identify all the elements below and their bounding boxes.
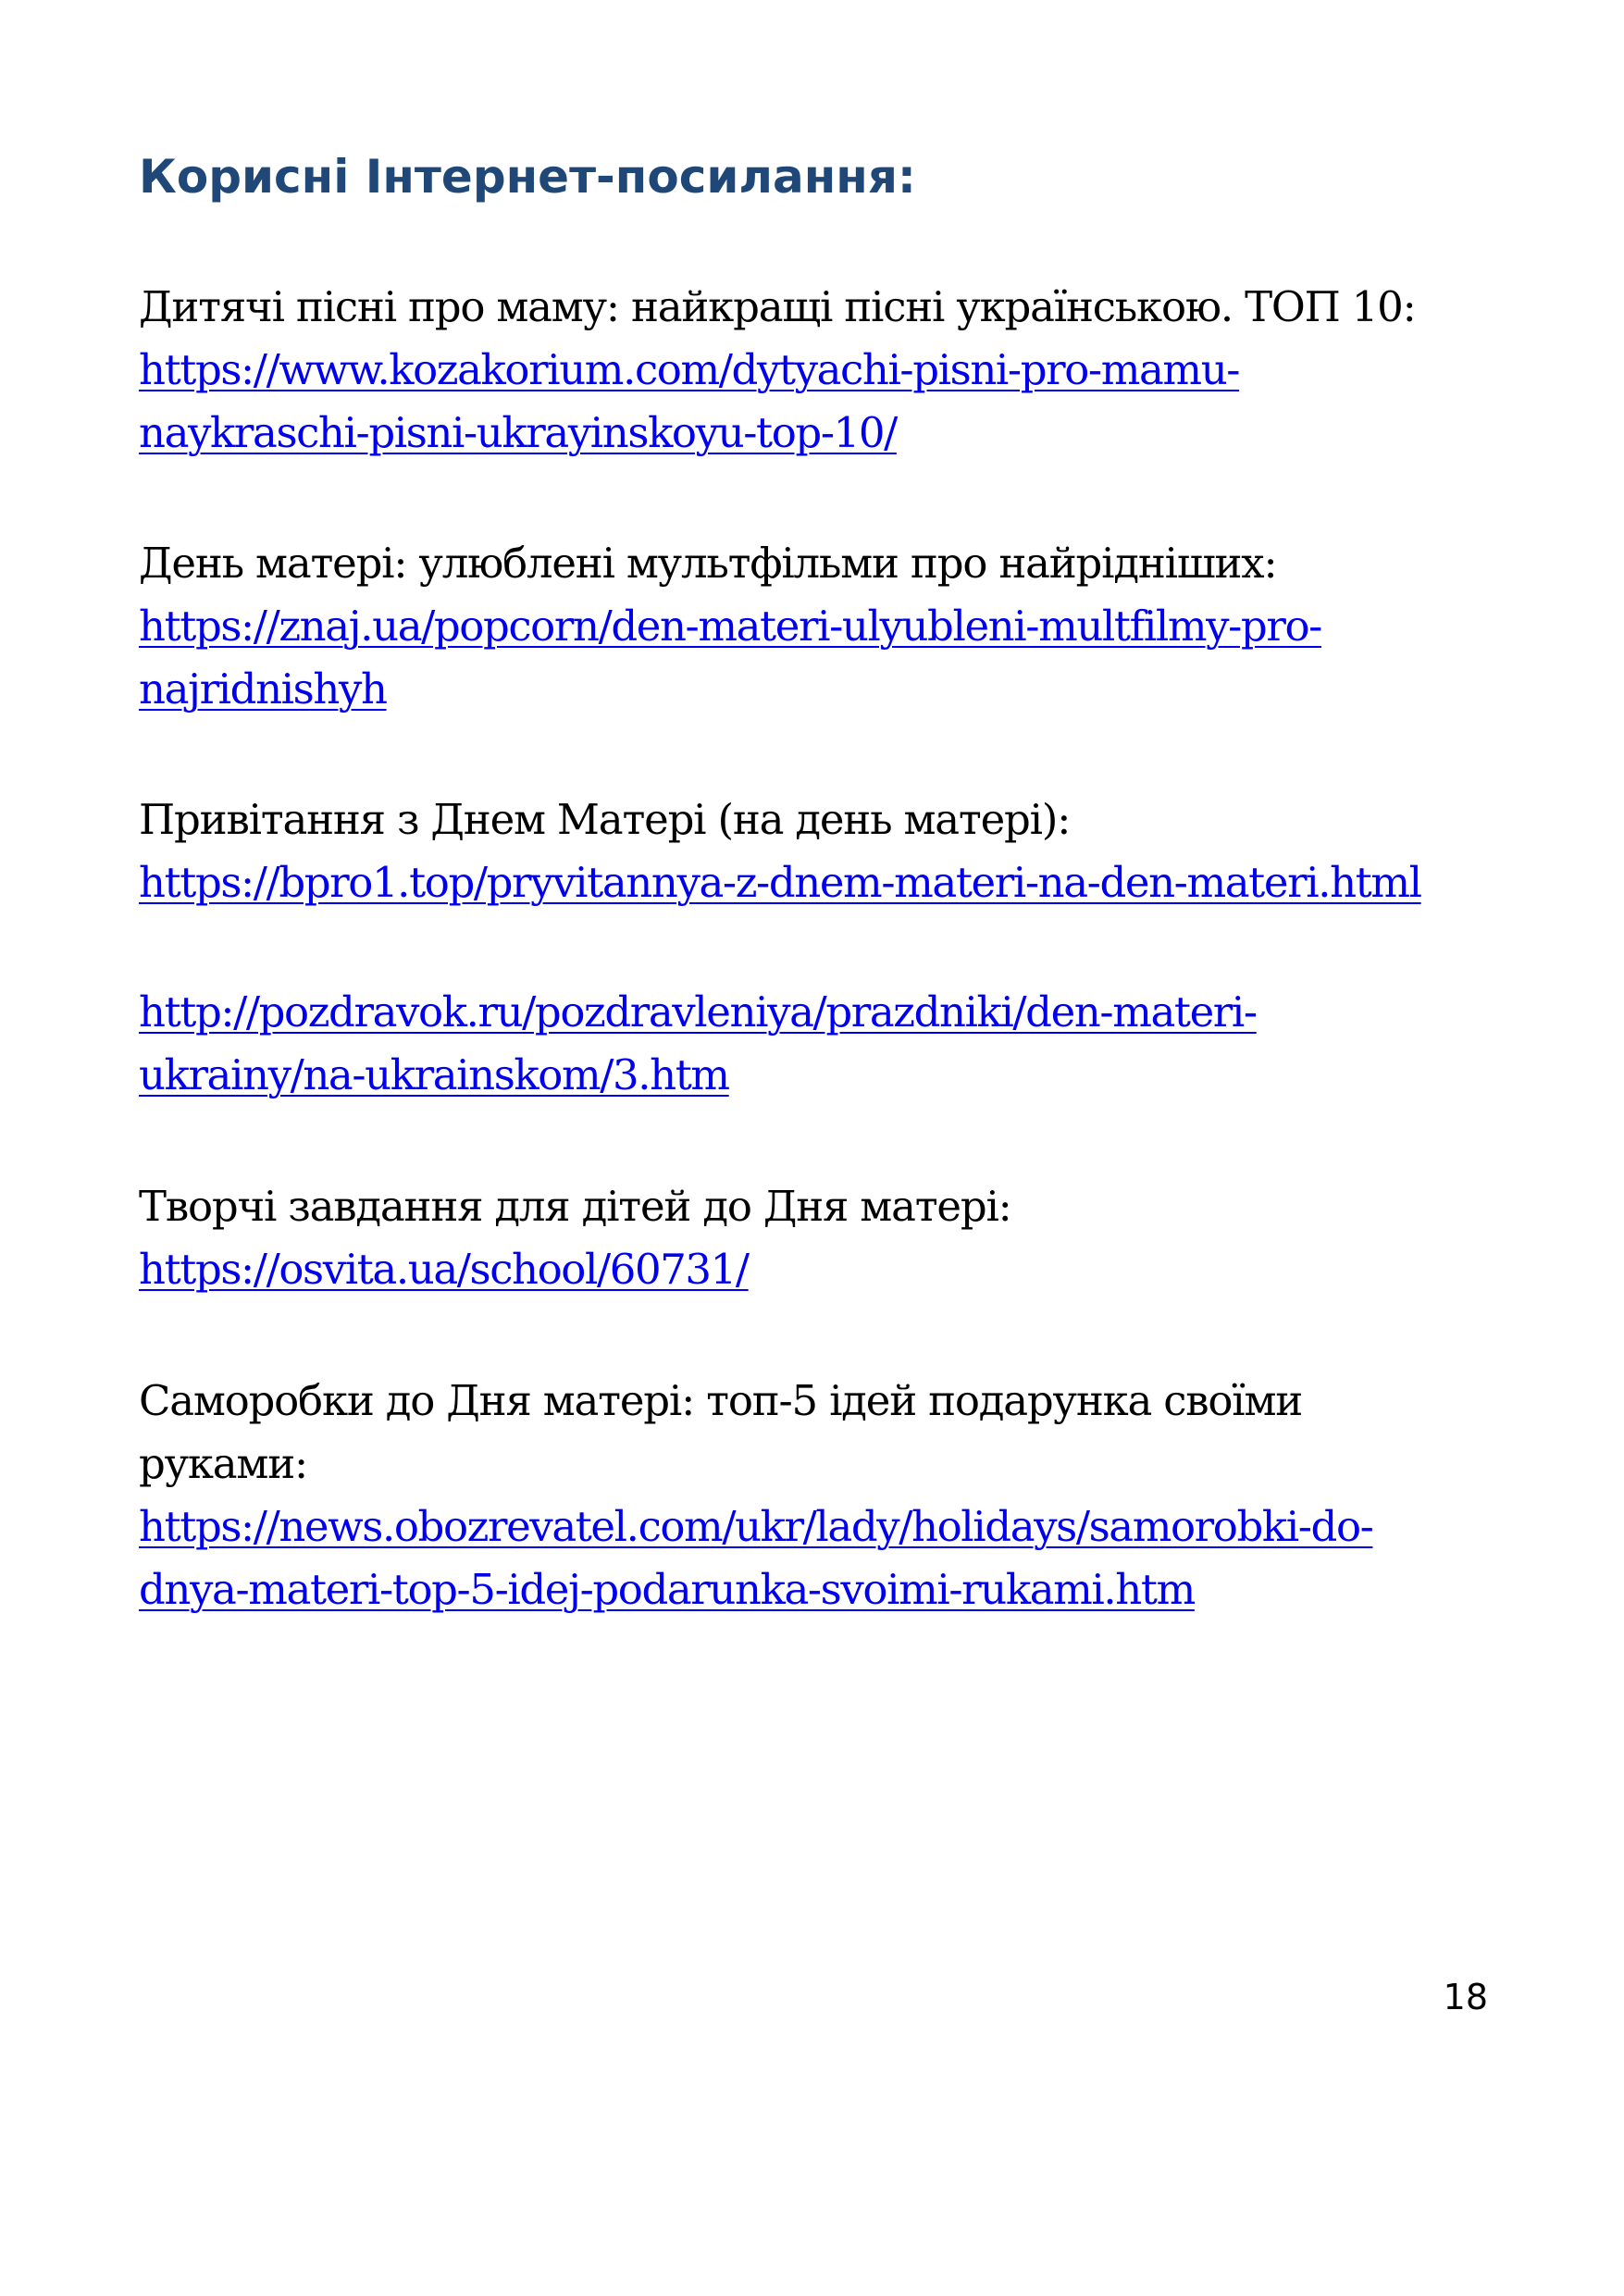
section-link-line[interactable]: ukrainy/na-ukrainskom/3.htm: [139, 1050, 729, 1099]
section-title: Привітання з Днем Матері (на день матері):: [139, 795, 1071, 844]
section-link-line[interactable]: http://pozdravok.ru/pozdravleniya/prazdniki/den-materi-: [139, 987, 1257, 1036]
section-title: День матері: улюблені мультфільми про найрідніших:: [139, 539, 1277, 588]
section-link-line[interactable]: https://www.kozakorium.com/dytyachi-pisni-pro-mamu-: [139, 345, 1240, 394]
link-section-kids-songs: [139, 276, 1508, 465]
link-section-creative-tasks: [139, 1175, 1508, 1301]
section-link-line[interactable]: dnya-materi-top-5-idej-podarunka-svoimi-rukami.htm: [139, 1565, 1195, 1614]
link-section-cartoons: [139, 532, 1508, 721]
link-section-greetings-extra: [139, 981, 1508, 1107]
section-title-line: Саморобки до Дня матері: топ-5 ідей подарунка своїми: [139, 1376, 1303, 1425]
page-number: 18: [1443, 1977, 1488, 2017]
link-section-handmade-gifts: [139, 1370, 1508, 1621]
section-link-line[interactable]: naykraschi-pisni-ukrayinskoyu-top-10/: [139, 408, 897, 457]
section-link-line[interactable]: https://osvita.ua/school/60731/: [139, 1245, 749, 1294]
section-link-line[interactable]: najridnishyh: [139, 664, 387, 714]
section-link-line[interactable]: https://znaj.ua/popcorn/den-materi-ulyubleni-multfilmy-pro-: [139, 602, 1321, 651]
section-title: Дитячі пісні про маму: найкращі пісні українською. ТОП 10:: [139, 282, 1416, 331]
section-link-line[interactable]: https://bpro1.top/pryvitannya-z-dnem-materi-na-den-materi.html: [139, 858, 1421, 907]
section-link-line[interactable]: https://news.obozrevatel.com/ukr/lady/holidays/samorobki-do-: [139, 1502, 1373, 1551]
section-title-line: руками:: [139, 1439, 307, 1488]
page-heading: Корисні Інтернет-посилання:: [139, 150, 916, 204]
section-title: Творчі завдання для дітей до Дня матері:: [139, 1182, 1011, 1231]
link-section-greetings: [139, 788, 1508, 914]
